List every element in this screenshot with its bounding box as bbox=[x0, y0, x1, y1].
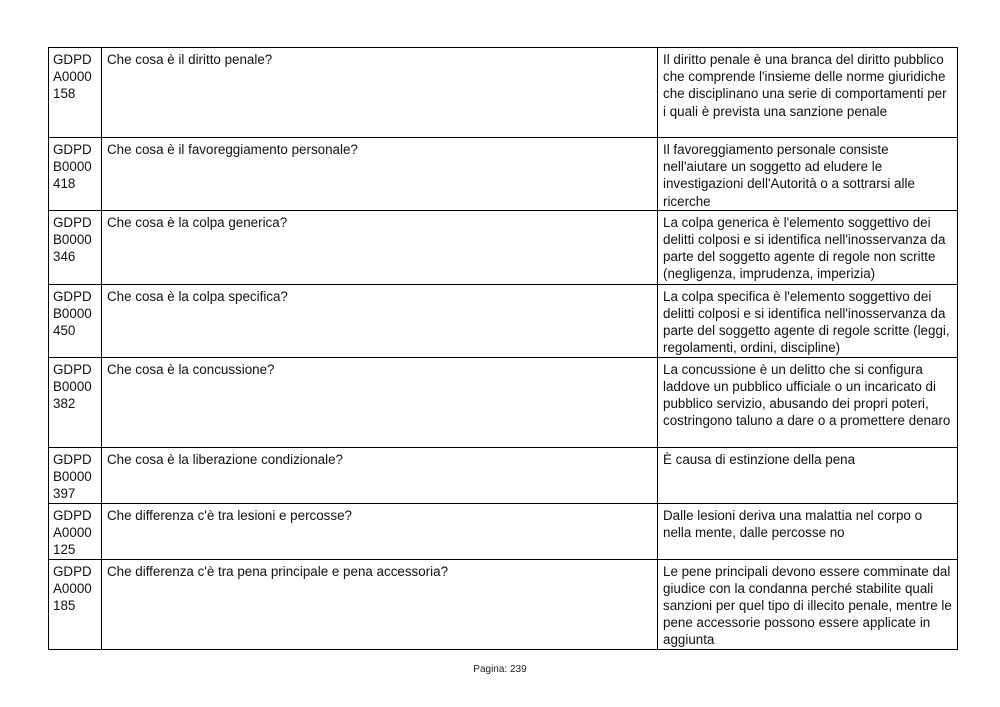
answer-cell: La concussione è un delitto che si configura laddove un pubblico ufficiale o un incaricato di pubblico servizio, abusando dei propri poteri, costringono taluno a dare o a promettere denaro bbox=[658, 357, 958, 447]
table-row bbox=[49, 284, 958, 357]
question-code-cell bbox=[49, 48, 102, 138]
question-cell: Che cosa è la colpa specifica? bbox=[102, 284, 658, 357]
code-line: 185 bbox=[53, 598, 76, 614]
table-row bbox=[49, 559, 958, 649]
question-code-cell bbox=[49, 447, 102, 503]
code-line: GDPD bbox=[53, 507, 92, 523]
answer-cell: La colpa specifica è l'elemento soggettivo dei delitti colposi e si identifica nell'inosservanza da parte del soggetto agente di regole scritte (leggi, regolamenti, ordini, discipline) bbox=[658, 284, 958, 357]
code-line: B0000 bbox=[53, 232, 92, 248]
question-code-cell bbox=[49, 210, 102, 284]
table-row bbox=[49, 447, 958, 503]
question-code-cell bbox=[49, 357, 102, 447]
question-cell: Che differenza c'è tra pena principale e pena accessoria? bbox=[102, 559, 658, 649]
question-cell: Che differenza c'è tra lesioni e percosse? bbox=[102, 503, 658, 559]
code-line: 346 bbox=[53, 249, 76, 265]
answer-cell: È causa di estinzione della pena bbox=[658, 447, 958, 503]
table-row bbox=[49, 503, 958, 559]
table-row bbox=[49, 138, 958, 211]
answer-cell: Il favoreggiamento personale consiste nell'aiutare un soggetto ad eludere le investigazioni dell'Autorità o a sottrarsi alle ricerche bbox=[658, 138, 958, 211]
code-line: 158 bbox=[53, 86, 76, 102]
code-line: 450 bbox=[53, 323, 76, 339]
question-cell: Che cosa è la liberazione condizionale? bbox=[102, 447, 658, 503]
code-line: GDPD bbox=[53, 142, 92, 157]
code-line: 382 bbox=[53, 396, 76, 412]
table-row bbox=[49, 48, 958, 138]
code-line: GDPD bbox=[53, 288, 92, 304]
code-line: B0000 bbox=[53, 378, 92, 394]
table-row bbox=[49, 357, 958, 447]
answer-cell: Il diritto penale è una branca del diritto pubblico che comprende l'insieme delle norme giuridiche che disciplinano una serie di comportamenti per i quali è prevista una sanzione penale bbox=[658, 48, 958, 138]
answer-cell: Le pene principali devono essere comminate dal giudice con la condanna perché stabilite quali sanzioni per quel tipo di illecito penale, mentre le pene accessorie possono essere applicate in aggiunta bbox=[658, 559, 958, 649]
code-line: A0000 bbox=[53, 69, 92, 85]
code-line: A0000 bbox=[53, 580, 92, 596]
code-line: GDPD bbox=[53, 52, 92, 67]
code-line: 418 bbox=[53, 176, 76, 192]
question-cell: Che cosa è il favoreggiamento personale? bbox=[102, 138, 658, 211]
question-code-cell bbox=[49, 503, 102, 559]
qa-table bbox=[48, 47, 958, 650]
answer-cell: La colpa generica è l'elemento soggettivo dei delitti colposi e si identifica nell'inosservanza da parte del soggetto agente di regole non scritte (negligenza, imprudenza, imperizia) bbox=[658, 210, 958, 284]
code-line: B0000 bbox=[53, 468, 92, 484]
code-line: GDPD bbox=[53, 563, 92, 579]
question-cell: Che cosa è la concussione? bbox=[102, 357, 658, 447]
code-line: 125 bbox=[53, 542, 76, 558]
table-row bbox=[49, 210, 958, 284]
code-line: B0000 bbox=[53, 306, 92, 322]
answer-cell: Dalle lesioni deriva una malattia nel corpo o nella mente, dalle percosse no bbox=[658, 503, 958, 559]
question-cell: Che cosa è il diritto penale? bbox=[102, 48, 658, 138]
qa-table-body bbox=[49, 48, 958, 650]
question-code-cell bbox=[49, 138, 102, 211]
code-line: GDPD bbox=[53, 214, 92, 230]
code-line: GDPD bbox=[53, 361, 92, 377]
code-line: A0000 bbox=[53, 524, 92, 540]
page-number: Pagina: 239 bbox=[473, 664, 527, 675]
code-line: 397 bbox=[53, 486, 76, 502]
question-cell: Che cosa è la colpa generica? bbox=[102, 210, 658, 284]
question-code-cell bbox=[49, 284, 102, 357]
code-line: B0000 bbox=[53, 159, 92, 175]
question-code-cell bbox=[49, 559, 102, 649]
code-line: GDPD bbox=[53, 451, 92, 467]
